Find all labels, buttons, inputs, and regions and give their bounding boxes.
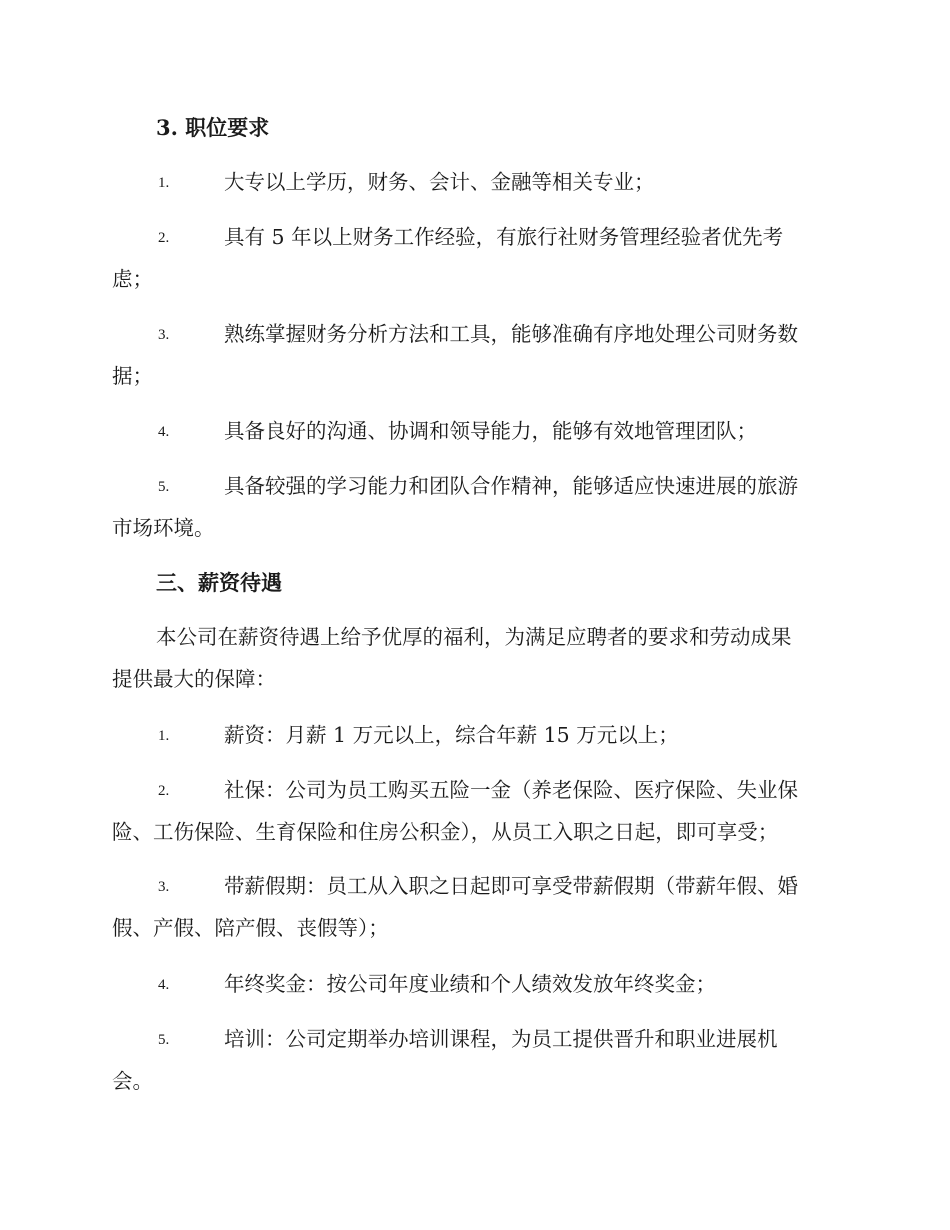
- list-item-number: 3.: [158, 879, 170, 895]
- list-item-number: 1.: [158, 728, 170, 744]
- list-item-number: 5.: [158, 479, 170, 495]
- list-item-text: 社保：公司为员工购买五险一金（养老保险、医疗保险、失业保: [224, 778, 798, 802]
- list-item-text-continued: 假、产假、陪产假、丧假等）；: [112, 916, 389, 940]
- list-item-text-continued: 险、工伤保险、生育保险和住房公积金），从员工入职之日起，即可享受；: [112, 820, 779, 844]
- list-item-text: 具备较强的学习能力和团队合作精神，能够适应快速进展的旅游: [224, 474, 798, 498]
- list-item-text-continued: 虑；: [112, 267, 153, 291]
- list-item-text: 具备良好的沟通、协调和领导能力，能够有效地管理团队；: [224, 419, 757, 443]
- list-item-number: 5.: [158, 1032, 170, 1048]
- list-item-number: 2.: [158, 783, 170, 799]
- section-heading-job-requirements: 3. 职位要求: [156, 115, 270, 140]
- list-item-text-continued: 市场环境。: [112, 516, 215, 540]
- list-item-text-continued: 据；: [112, 364, 153, 388]
- list-item-number: 4.: [158, 424, 170, 440]
- section-heading-salary: 三、薪资待遇: [156, 570, 282, 595]
- paragraph-text: 本公司在薪资待遇上给予优厚的福利，为满足应聘者的要求和劳动成果: [156, 625, 792, 649]
- list-item-text: 具有 5 年以上财务工作经验，有旅行社财务管理经验者优先考: [224, 225, 784, 249]
- list-item-number: 1.: [158, 175, 170, 191]
- list-item-text: 薪资：月薪 1 万元以上，综合年薪 15 万元以上；: [224, 723, 679, 747]
- list-item-text: 带薪假期：员工从入职之日起即可享受带薪假期（带薪年假、婚: [224, 874, 798, 898]
- list-item-text: 培训：公司定期举办培训课程，为员工提供晋升和职业进展机: [224, 1027, 778, 1051]
- list-item-text: 年终奖金：按公司年度业绩和个人绩效发放年终奖金；: [224, 972, 716, 996]
- paragraph-text-continued: 提供最大的保障：: [112, 667, 276, 691]
- list-item-text: 大专以上学历，财务、会计、金融等相关专业；: [224, 170, 655, 194]
- list-item-number: 2.: [158, 230, 170, 246]
- list-item-number: 4.: [158, 977, 170, 993]
- list-item-text-continued: 会。: [112, 1069, 153, 1093]
- list-item-number: 3.: [158, 327, 170, 343]
- list-item-text: 熟练掌握财务分析方法和工具，能够准确有序地处理公司财务数: [224, 322, 798, 346]
